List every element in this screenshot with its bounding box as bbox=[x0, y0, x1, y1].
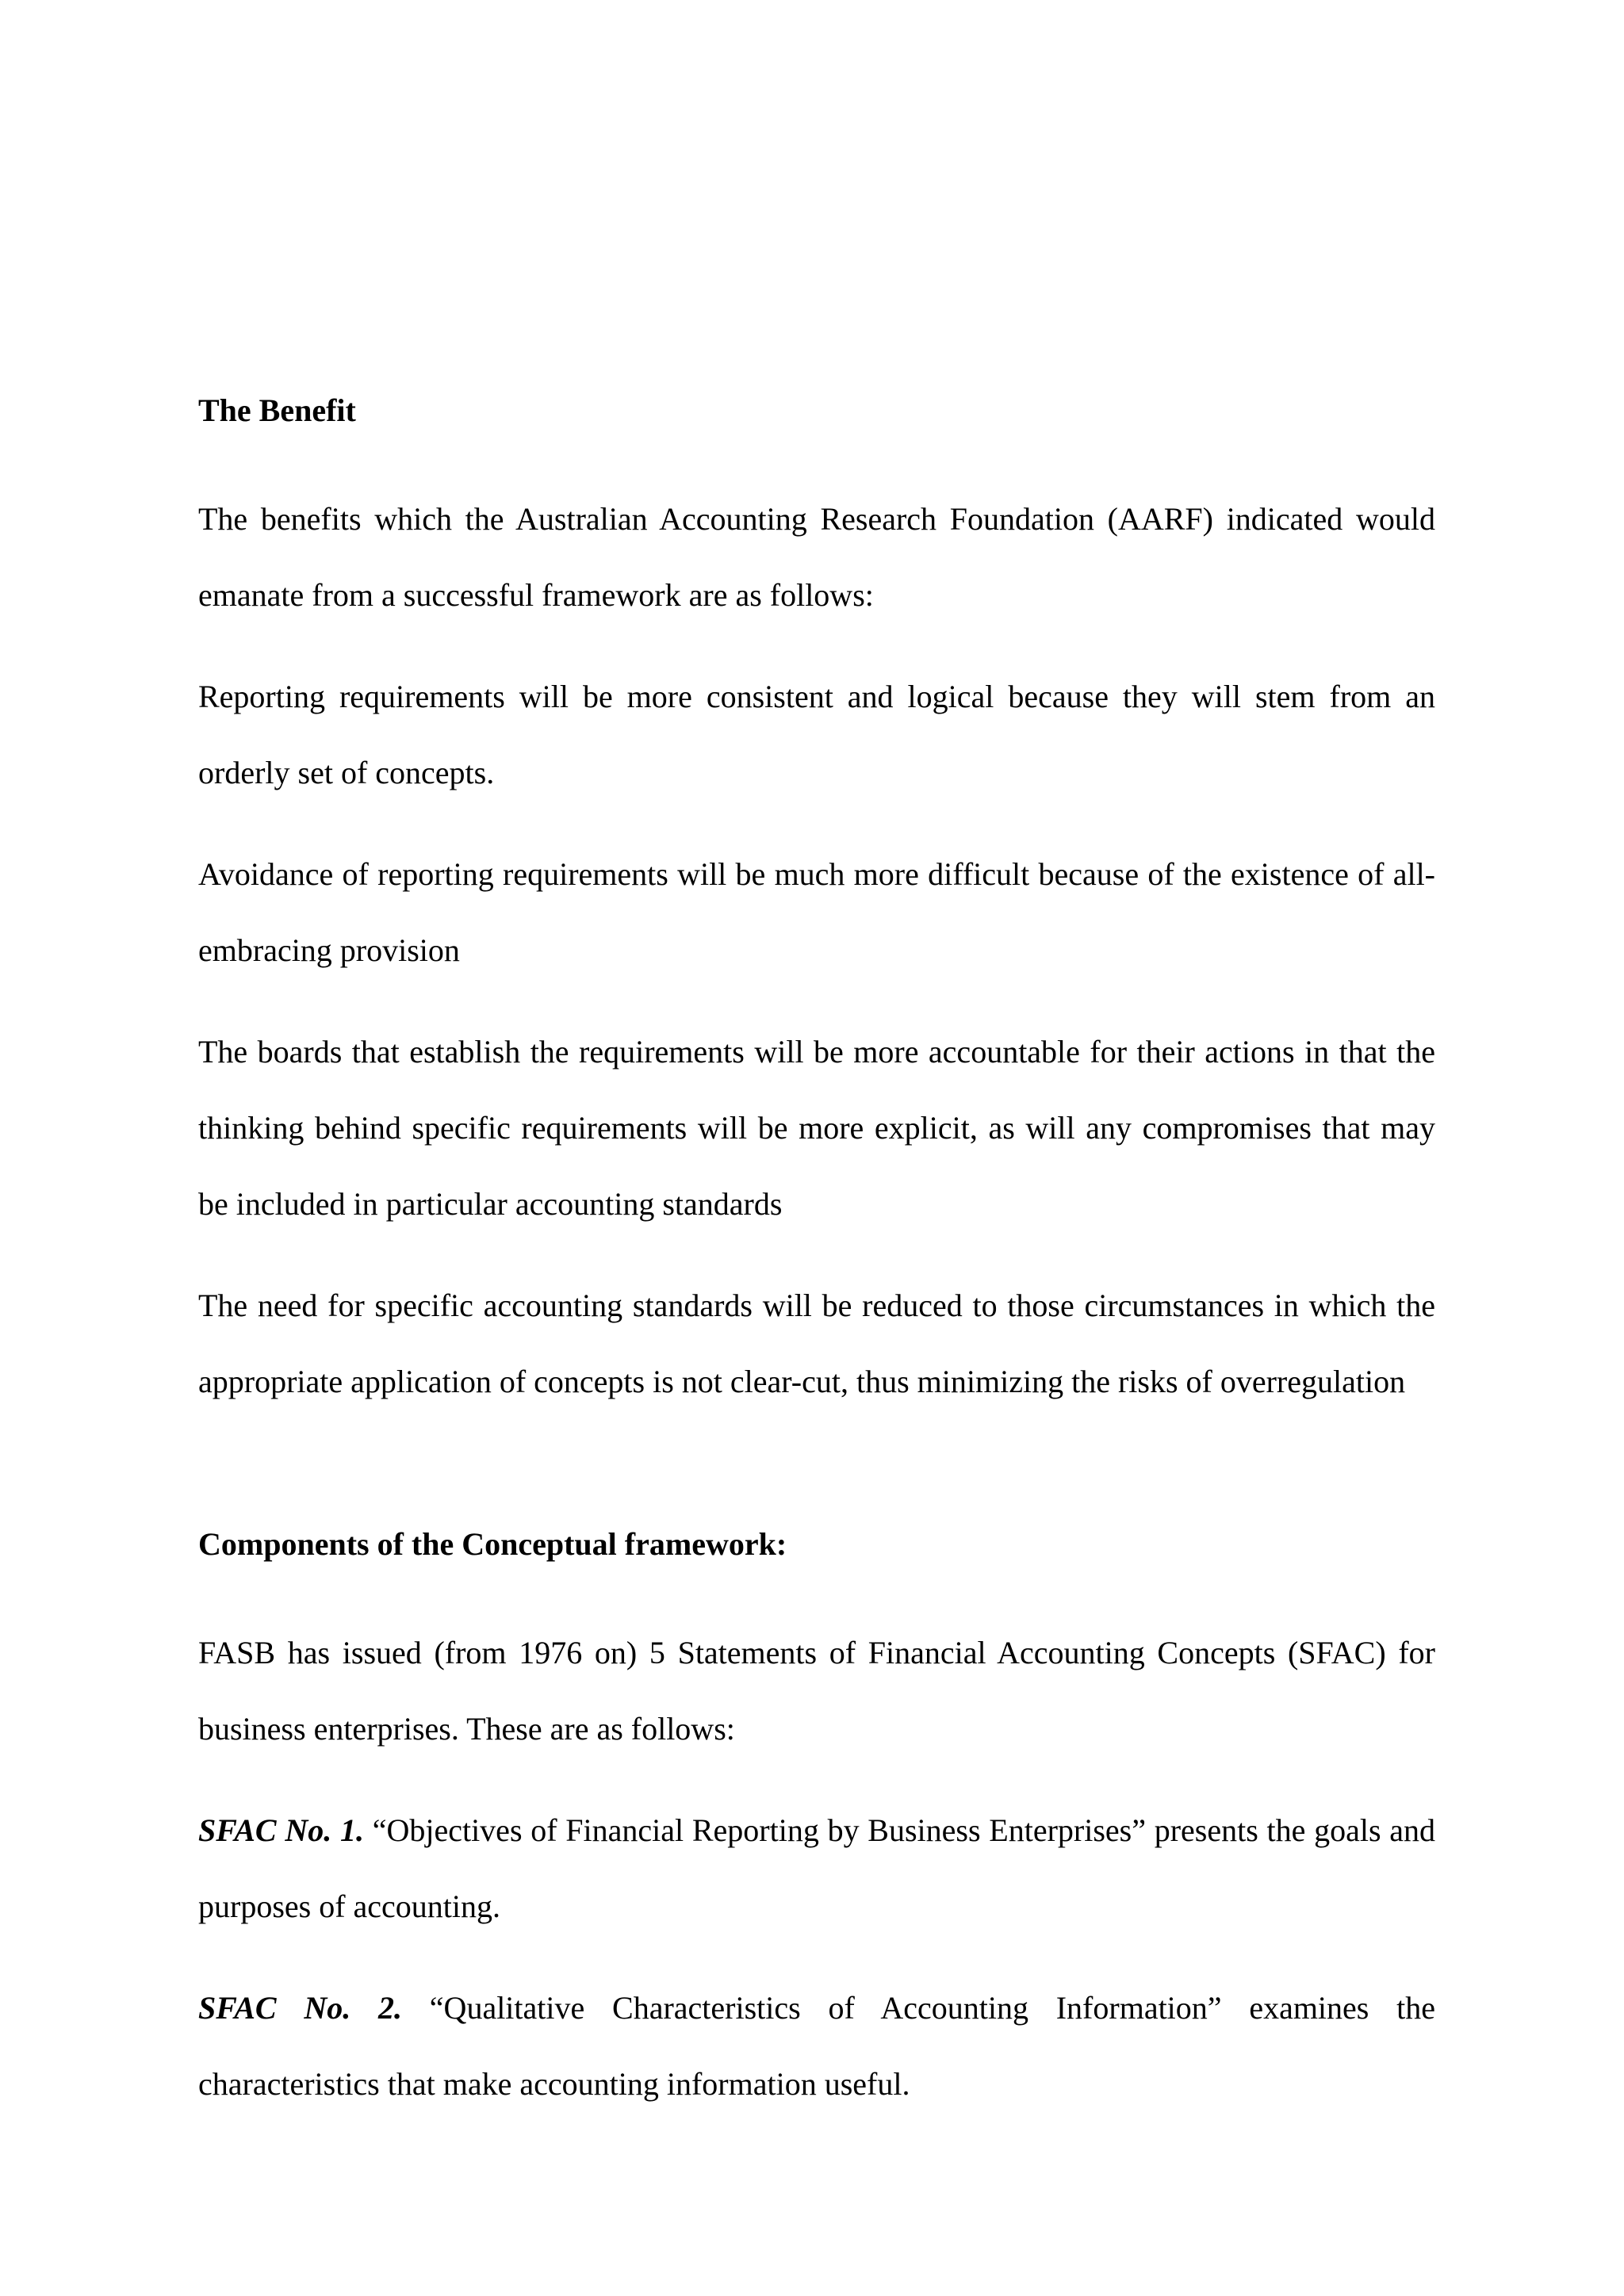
paragraph: Reporting requirements will be more consistent and logical because they will stem from an orderly set of concepts. bbox=[198, 679, 1435, 790]
section-heading-components: Components of the Conceptual framework: bbox=[198, 1526, 787, 1562]
section-spacer bbox=[198, 1445, 1435, 1521]
paragraph: The need for specific accounting standards will be reduced to those circumstances in which the appropriate application of concepts is not clear-cut, thus minimizing the risks of overregulation bbox=[198, 1288, 1435, 1399]
paragraph: Avoidance of reporting requirements will be much more difficult because of the existence of all-embracing provision bbox=[198, 856, 1435, 968]
sfac-item bbox=[198, 1970, 1435, 2122]
document-page bbox=[198, 387, 1435, 2148]
sfac-text: “Objectives of Financial Reporting by Business Enterprises” presents the goals and purposes of accounting. bbox=[198, 1812, 1436, 1924]
paragraph: The benefits which the Australian Accounting Research Foundation (AARF) indicated would emanate from a successful framework are as follows: bbox=[198, 501, 1435, 613]
paragraph-intro: FASB has issued (from 1976 on) 5 Statements of Financial Accounting Concepts (SFAC) for business enterprises. These are as follows: bbox=[198, 1635, 1435, 1747]
sfac-text: “Qualitative Characteristics of Accounting Information” examines the characteristics that make accounting information useful. bbox=[198, 1990, 1435, 2102]
paragraph: The boards that establish the requirements will be more accountable for their actions in that the thinking behind specific requirements will be more explicit, as will any compromises that may be included in particular accounting standards bbox=[198, 1034, 1435, 1222]
sfac-label: SFAC No. 1. bbox=[198, 1812, 364, 1848]
sfac-item bbox=[198, 1793, 1435, 1945]
section-heading-benefit: The Benefit bbox=[198, 392, 356, 428]
sfac-label: SFAC No. 2. bbox=[198, 1990, 403, 2026]
